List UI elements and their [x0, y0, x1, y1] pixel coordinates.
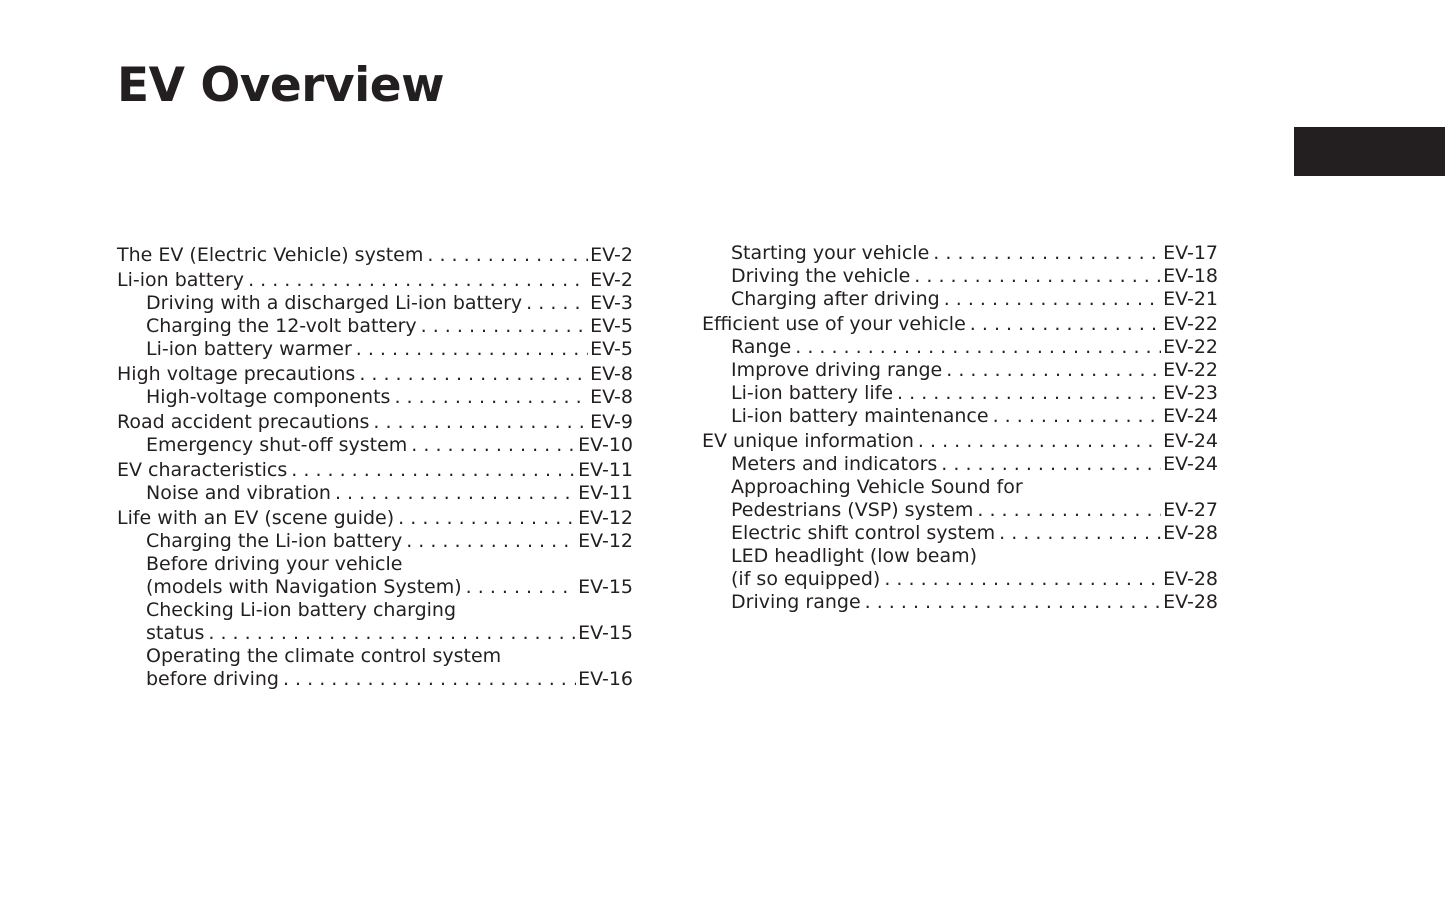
toc-entry-page: EV-17 [1163, 242, 1218, 264]
dot-leader [291, 459, 576, 482]
toc-entry-page: EV-8 [590, 386, 633, 408]
toc-entry-line [146, 338, 633, 361]
toc-entry-title: Charging the 12-volt battery [146, 315, 417, 337]
toc-entry-page: EV-5 [590, 338, 633, 360]
toc-entry-title: (models with Navigation System) [146, 576, 462, 598]
toc-entry-page: EV-12 [578, 507, 633, 529]
toc-entry-line [731, 382, 1218, 405]
dot-leader [406, 530, 576, 553]
toc-entry[interactable] [702, 522, 1218, 545]
toc-entry-line [146, 482, 633, 505]
toc-entry-title: before driving [146, 668, 279, 690]
toc-entry-line [731, 336, 1218, 359]
toc-entry-line [731, 591, 1218, 614]
toc-entry-title: Efficient use of your vehicle [702, 313, 966, 335]
dot-leader [421, 315, 589, 338]
toc-entry[interactable] [117, 434, 633, 457]
toc-entry-title: Li-ion battery warmer [146, 338, 352, 360]
toc-entry-line [146, 553, 633, 576]
toc-entry[interactable] [117, 386, 633, 409]
toc-entry-title: Approaching Vehicle Sound for [731, 476, 1023, 498]
toc-entry-title: The EV (Electric Vehicle) system [117, 244, 424, 266]
dot-leader [918, 430, 1161, 453]
dot-leader [897, 382, 1161, 405]
toc-entry-title: (if so equipped) [731, 568, 881, 590]
dot-leader [373, 411, 588, 434]
toc-entry-title: Li-ion battery life [731, 382, 894, 404]
toc-entry-title: status [146, 622, 205, 644]
toc-entry-title: High-voltage components [146, 386, 391, 408]
dot-leader [941, 453, 1161, 476]
toc-entry-line [117, 363, 633, 386]
toc-entry-line [117, 244, 633, 267]
toc-entry[interactable] [117, 459, 633, 482]
toc-entry-title: EV unique information [702, 430, 914, 452]
toc-entry[interactable] [702, 288, 1218, 311]
toc-entry-page: EV-16 [578, 668, 633, 690]
toc-entry[interactable] [117, 363, 633, 386]
toc-entry-page: EV-24 [1163, 405, 1218, 427]
toc-entry-page: EV-24 [1163, 453, 1218, 475]
toc-entry-title: Operating the climate control system [146, 645, 502, 667]
dot-leader [466, 576, 576, 599]
toc-entry[interactable] [117, 645, 633, 691]
toc-entry-title: Li-ion battery maintenance [731, 405, 989, 427]
toc-entry[interactable] [702, 591, 1218, 614]
toc-entry-line [731, 499, 1218, 522]
toc-entry-line [117, 411, 633, 434]
toc-entry-line [731, 288, 1218, 311]
toc-entry-title: Improve driving range [731, 359, 943, 381]
toc-entry-page: EV-28 [1163, 522, 1218, 544]
toc-entry-line [146, 386, 633, 409]
toc-entry[interactable] [117, 292, 633, 315]
toc-entry-page: EV-22 [1163, 313, 1218, 335]
toc-entry-line [146, 622, 633, 645]
toc-entry[interactable] [702, 382, 1218, 405]
toc-entry-title: LED headlight (low beam) [731, 545, 978, 567]
toc-entry[interactable] [117, 553, 633, 599]
toc-entry-page: EV-8 [590, 363, 633, 385]
toc-entry[interactable] [117, 315, 633, 338]
toc-entry[interactable] [702, 430, 1218, 453]
toc-entry-title: Driving range [731, 591, 861, 613]
dot-leader [993, 405, 1162, 428]
dot-leader [398, 507, 576, 530]
toc-entry-line [146, 645, 633, 668]
toc-entry-page: EV-15 [578, 622, 633, 644]
dot-leader [933, 242, 1161, 265]
toc-entry[interactable] [117, 411, 633, 434]
toc-entry-title: Checking Li-ion battery charging [146, 599, 457, 621]
toc-entry[interactable] [702, 405, 1218, 428]
toc-entry-title: Driving with a discharged Li-ion battery [146, 292, 523, 314]
toc-entry-title: Life with an EV (scene guide) [117, 507, 395, 529]
toc-entry-title: Meters and indicators [731, 453, 938, 475]
toc-entry-line [731, 242, 1218, 265]
toc-entry-page: EV-28 [1163, 568, 1218, 590]
toc-entry-line [731, 453, 1218, 476]
dot-leader [884, 568, 1161, 591]
section-tab-marker [1294, 127, 1445, 176]
toc-entry-title: Road accident precautions [117, 411, 370, 433]
toc-entry-page: EV-28 [1163, 591, 1218, 613]
toc-entry-line [117, 269, 633, 292]
dot-leader [944, 288, 1161, 311]
toc-entry-page: EV-23 [1163, 382, 1218, 404]
dot-leader [795, 336, 1161, 359]
toc-entry[interactable] [117, 338, 633, 361]
dot-leader [865, 591, 1161, 614]
dot-leader [359, 363, 588, 386]
toc-entry-title: Pedestrians (VSP) system [731, 499, 974, 521]
toc-entry-line [146, 315, 633, 338]
dot-leader [999, 522, 1161, 545]
toc-entry-page: EV-10 [578, 434, 633, 456]
dot-leader [283, 668, 576, 691]
toc-entry-title: Charging after driving [731, 288, 940, 310]
dot-leader [394, 386, 588, 409]
toc-entry-page: EV-24 [1163, 430, 1218, 452]
toc-entry-title: Driving the vehicle [731, 265, 911, 287]
toc-entry-title: Starting your vehicle [731, 242, 930, 264]
toc-entry-page: EV-15 [578, 576, 633, 598]
dot-leader [970, 313, 1161, 336]
toc-entry-title: Noise and vibration [146, 482, 331, 504]
toc-entry-page: EV-9 [590, 411, 633, 433]
toc-entry-line [731, 476, 1218, 499]
toc-entry-page: EV-21 [1163, 288, 1218, 310]
toc-entry-title: Li-ion battery [117, 269, 245, 291]
dot-leader [427, 244, 588, 267]
toc-entry[interactable] [117, 530, 633, 553]
toc-entry[interactable] [117, 507, 633, 530]
toc-entry-page: EV-22 [1163, 336, 1218, 358]
toc-entry-line [702, 313, 1218, 336]
toc-entry-title: Electric shift control system [731, 522, 996, 544]
toc-entry-page: EV-2 [590, 244, 633, 266]
toc-entry[interactable] [117, 269, 633, 292]
toc-entry-title: EV characteristics [117, 459, 288, 481]
toc-entry-title: Range [731, 336, 792, 358]
toc-entry-line [731, 265, 1218, 288]
dot-leader [946, 359, 1161, 382]
toc-entry-page: EV-2 [590, 269, 633, 291]
toc-entry-line [731, 522, 1218, 545]
toc-entry-page: EV-18 [1163, 265, 1218, 287]
toc-left-column [117, 242, 633, 691]
dot-leader [914, 265, 1161, 288]
toc-entry-line [146, 530, 633, 553]
toc-entry-title: High voltage precautions [117, 363, 356, 385]
toc-entry[interactable] [702, 336, 1218, 359]
toc-entry-page: EV-27 [1163, 499, 1218, 521]
toc-entry-line [146, 576, 633, 599]
toc-entry-line [731, 405, 1218, 428]
toc-entry-line [146, 599, 633, 622]
dot-leader [208, 622, 576, 645]
toc-entry-line [702, 430, 1218, 453]
toc-entry[interactable] [702, 359, 1218, 382]
toc-entry-line [146, 434, 633, 457]
toc-entry-line [146, 668, 633, 691]
dot-leader [526, 292, 588, 315]
toc-entry[interactable] [702, 453, 1218, 476]
page-title: EV Overview [117, 58, 445, 113]
toc-entry-line [731, 359, 1218, 382]
toc-entry[interactable] [117, 482, 633, 505]
toc-entry[interactable] [702, 545, 1218, 591]
toc-entry-page: EV-12 [578, 530, 633, 552]
toc-entry-line [117, 459, 633, 482]
toc-entry-line [731, 545, 1218, 568]
toc-entry[interactable] [117, 599, 633, 645]
dot-leader [335, 482, 576, 505]
toc-entry-title: Charging the Li-ion battery [146, 530, 403, 552]
toc-entry-page: EV-11 [578, 459, 633, 481]
toc-entry[interactable] [702, 265, 1218, 288]
dot-leader [356, 338, 588, 361]
dot-leader [977, 499, 1161, 522]
toc-entry-line [146, 292, 633, 315]
toc-entry-line [731, 568, 1218, 591]
toc-entry-page: EV-3 [590, 292, 633, 314]
toc-entry[interactable] [702, 313, 1218, 336]
dot-leader [248, 269, 588, 292]
toc-entry-page: EV-5 [590, 315, 633, 337]
toc-entry-page: EV-11 [578, 482, 633, 504]
toc-entry[interactable] [117, 244, 633, 267]
toc-entry[interactable] [702, 242, 1218, 265]
toc-entry-page: EV-22 [1163, 359, 1218, 381]
toc-entry[interactable] [702, 476, 1218, 522]
toc-entry-title: Before driving your vehicle [146, 553, 403, 575]
toc-entry-title: Emergency shut-off system [146, 434, 408, 456]
toc-right-column [702, 242, 1218, 614]
dot-leader [411, 434, 576, 457]
toc-entry-line [117, 507, 633, 530]
